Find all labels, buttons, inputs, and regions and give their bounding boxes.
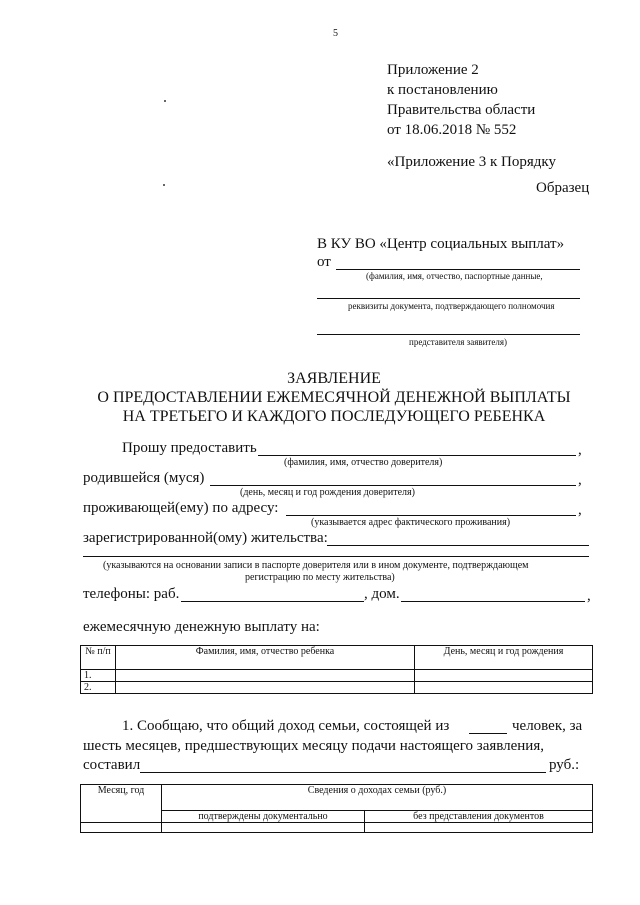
registered-label: зарегистрированной(ому) жительства: — [83, 530, 328, 546]
income-line-1: 1. Сообщаю, что общий доход семьи, состоящей из — [122, 718, 450, 734]
comma: , — [578, 472, 582, 488]
page-number: 5 — [333, 28, 338, 39]
children-row-number: 2. — [81, 682, 116, 694]
work-phone-field[interactable] — [181, 601, 364, 602]
born-label: родившейся (муся) — [83, 470, 205, 486]
income-header-documented: подтверждены документально — [162, 811, 365, 823]
children-name-cell[interactable] — [116, 670, 415, 682]
children-birth-cell[interactable] — [415, 682, 593, 694]
sample-label: Образец — [536, 180, 590, 196]
appendix-line-3: Правительства области — [387, 102, 536, 118]
income-month-cell[interactable] — [81, 823, 162, 833]
scan-speck — [164, 100, 166, 102]
table-row — [81, 823, 593, 833]
home-phone-field[interactable] — [401, 601, 585, 602]
payment-label: ежемесячную денежную выплату на: — [83, 619, 320, 635]
family-size-field[interactable] — [469, 733, 507, 734]
registration-field[interactable] — [327, 545, 589, 546]
birth-date-field[interactable] — [210, 485, 576, 486]
registered-hint-2: регистрацию по месту жительства) — [245, 572, 395, 583]
income-line-3: составил — [83, 757, 141, 773]
children-table — [80, 645, 593, 694]
living-hint: (указывается адрес фактического проживания) — [311, 517, 511, 528]
living-label: проживающей(ему) по адресу: — [83, 500, 279, 516]
income-undocumented-cell[interactable] — [365, 823, 593, 833]
income-table — [80, 784, 593, 833]
comma: , — [578, 502, 582, 518]
income-line-2: шесть месяцев, предшествующих месяцу подачи настоящего заявления, — [83, 738, 544, 754]
income-documented-cell[interactable] — [162, 823, 365, 833]
appendix-line-2: к постановлению — [387, 82, 498, 98]
scan-speck — [163, 184, 165, 186]
income-header-month: Месяц, год — [81, 785, 162, 823]
registered-hint-1: (указываются на основании записи в паспорте доверителя или в ином документе, подтверждающем — [103, 560, 529, 571]
phones-label: телефоны: раб. — [83, 586, 180, 602]
children-header-birth: День, месяц и год рождения — [415, 646, 593, 670]
addressee-from-line[interactable] — [336, 269, 580, 270]
request-hint: (фамилия, имя, отчество доверителя) — [284, 457, 443, 468]
document-title-line-2: О ПРЕДОСТАВЛЕНИИ ЕЖЕМЕСЯЧНОЙ ДЕНЕЖНОЙ ВЫПЛАТЫ — [97, 389, 571, 406]
children-name-cell[interactable] — [116, 682, 415, 694]
children-birth-cell[interactable] — [415, 670, 593, 682]
home-phone-label: , дом. — [364, 586, 400, 602]
income-header-undocumented: без представления документов — [365, 811, 593, 823]
table-row — [81, 670, 593, 682]
principal-name-field[interactable] — [258, 455, 576, 456]
document-title-line-3: НА ТРЕТЬЕГО И КАЖДОГО ПОСЛЕДУЮЩЕГО РЕБЕНКА — [122, 408, 546, 425]
appendix-line-4: от 18.06.2018 № 552 — [387, 122, 517, 138]
addressee-to: В КУ ВО «Центр социальных выплат» — [317, 236, 565, 252]
income-line-1-tail: человек, за — [512, 718, 583, 734]
addressee-from-label: от — [317, 254, 331, 270]
registration-field-2[interactable] — [83, 556, 589, 557]
addressee-hint-2: реквизиты документа, подтверждающего полномочия — [348, 301, 555, 311]
born-hint: (день, месяц и год рождения доверителя) — [240, 487, 415, 498]
children-header-name: Фамилия, имя, отчество ребенка — [116, 646, 415, 670]
living-address-field[interactable] — [286, 515, 576, 516]
addressee-line-3[interactable] — [317, 334, 580, 335]
children-header-number: № п/п — [81, 646, 116, 670]
document-title: ЗАЯВЛЕНИЕ — [287, 370, 381, 387]
comma: , — [587, 588, 591, 604]
addressee-hint-3: представителя заявителя) — [409, 337, 507, 347]
appendix-reference: «Приложение 3 к Порядку — [387, 154, 556, 170]
income-currency: руб.: — [549, 757, 580, 773]
addressee-line-2[interactable] — [317, 298, 580, 299]
children-row-number: 1. — [81, 670, 116, 682]
income-header-info: Сведения о доходах семьи (руб.) — [162, 785, 593, 811]
appendix-line-1: Приложение 2 — [387, 62, 479, 78]
request-label: Прошу предоставить — [122, 440, 257, 456]
income-amount-field[interactable] — [140, 772, 546, 773]
table-row — [81, 682, 593, 694]
comma: , — [578, 442, 582, 458]
addressee-hint-1: (фамилия, имя, отчество, паспортные данные, — [366, 271, 543, 281]
